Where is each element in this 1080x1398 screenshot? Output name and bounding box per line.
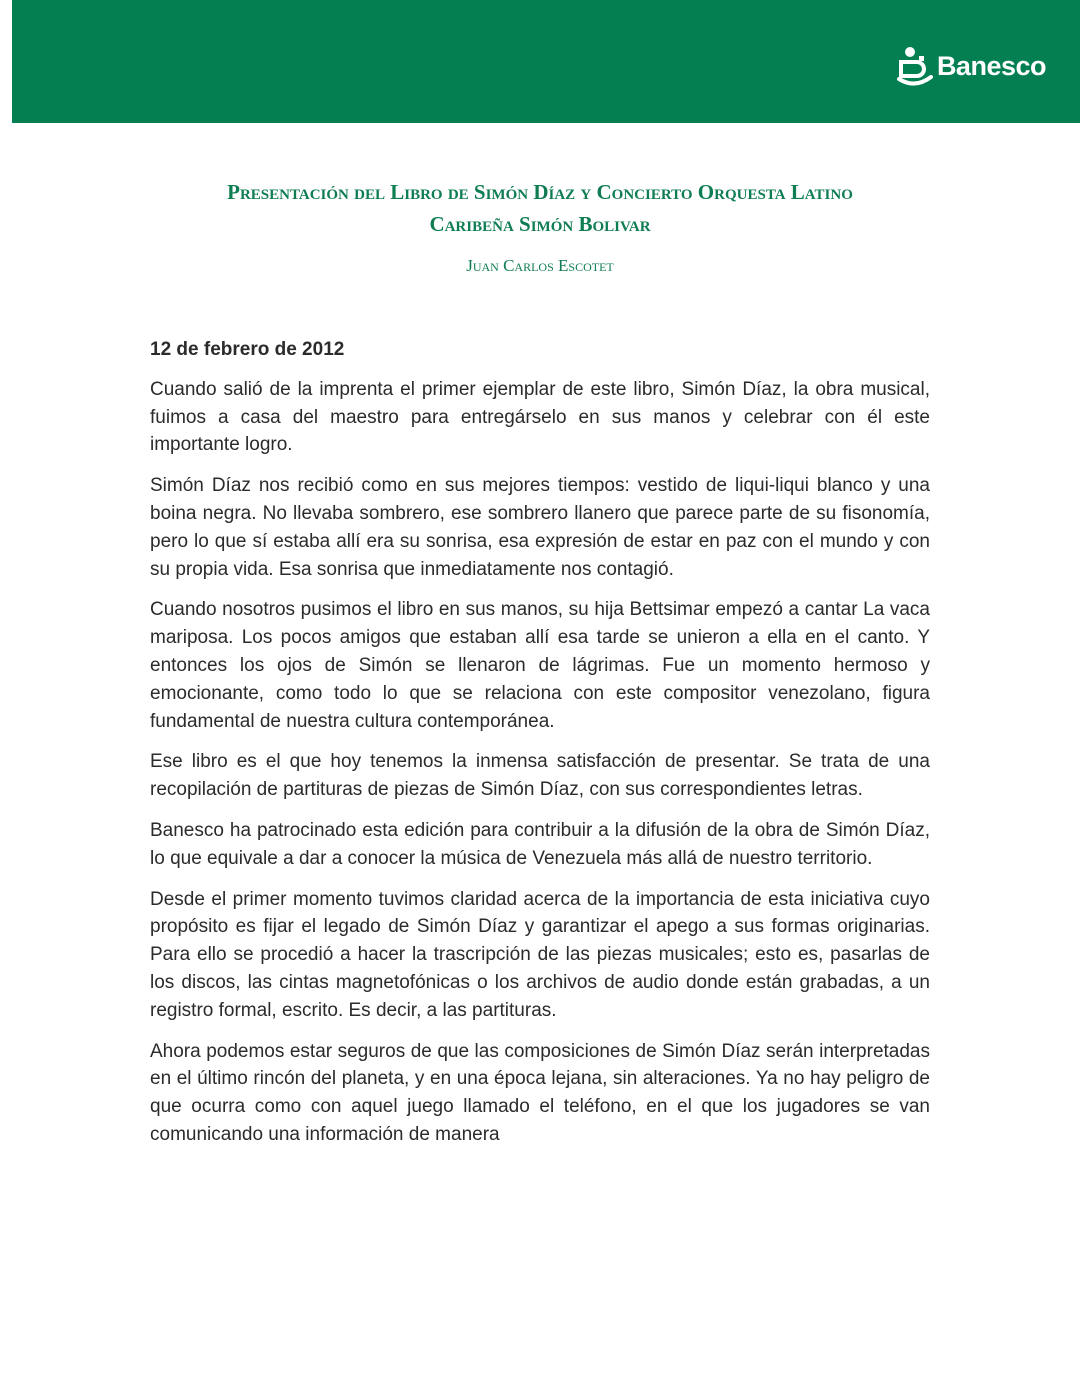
- banesco-logo-icon: [897, 46, 933, 86]
- document-body: [150, 336, 930, 1162]
- title-block: [150, 176, 930, 278]
- paragraph: Banesco ha patrocinado esta edición para contribuir a la difusión de la obra de Simón Díaz, lo que equivale a dar a conocer la música de Venezuela más allá de nuestro territorio.: [150, 819, 930, 869]
- document-author: Juan Carlos Escotet: [466, 256, 614, 275]
- paragraph: Ese libro es el que hoy tenemos la inmensa satisfacción de presentar. Se trata de una recopilación de partituras de piezas de Simón Díaz, con sus correspondientes letras.: [150, 751, 930, 801]
- paragraph: Ahora podemos estar seguros de que las composiciones de Simón Díaz serán interpretadas en el último rincón del planeta, y en una época lejana, sin alteraciones. Ya no hay peligro de que ocurra como con aquel juego llamado el teléfono, en el que los jugadores se van comunicando una información de manera: [150, 1040, 930, 1145]
- banesco-logo: [897, 46, 1046, 86]
- paragraph: Cuando nosotros pusimos el libro en sus manos, su hija Bettsimar empezó a cantar La vaca mariposa. Los pocos amigos que estaban allí esa tarde se unieron a ella en el canto. Y entonces los ojos de Simón se llenaron de lágrimas. Fue un momento hermoso y emocionante, como todo lo que se relaciona con este compositor venezolano, figura fundamental de nuestra cultura contemporánea.: [150, 599, 930, 732]
- title-line-2: Caribeña Simón Bolivar: [429, 212, 651, 236]
- document-title: [150, 176, 930, 240]
- paragraph: Simón Díaz nos recibió como en sus mejores tiempos: vestido de liqui-liqui blanco y una boina negra. No llevaba sombrero, ese sombrero llanero que parece parte de su fisonomía, pero lo que sí estaba allí era su sonrisa, esa expresión de estar en paz con el mundo y con su propia vida. Esa sonrisa que inmediatamente nos contagió.: [150, 475, 930, 580]
- header-band: [12, 0, 1080, 123]
- paragraph: Desde el primer momento tuvimos claridad acerca de la importancia de esta iniciativa cuyo propósito es fijar el legado de Simón Díaz y garantizar el apego a sus formas originarias. Para ello se procedió a hacer la trascripción de las piezas musicales; esto es, pasarlas de los discos, las cintas magnetofónicas o los archivos de audio donde están grabadas, a un registro formal, escrito. Es decir, a las partituras.: [150, 888, 930, 1021]
- document-date: 12 de febrero de 2012: [150, 339, 345, 360]
- paragraph: Cuando salió de la imprenta el primer ejemplar de este libro, Simón Díaz, la obra musical, fuimos a casa del maestro para entregárselo en sus manos y celebrar con él este importante logro.: [150, 378, 930, 456]
- brand-name: Banesco: [936, 50, 1046, 81]
- title-line-1: Presentación del Libro de Simón Díaz y Concierto Orquesta Latino: [227, 180, 853, 204]
